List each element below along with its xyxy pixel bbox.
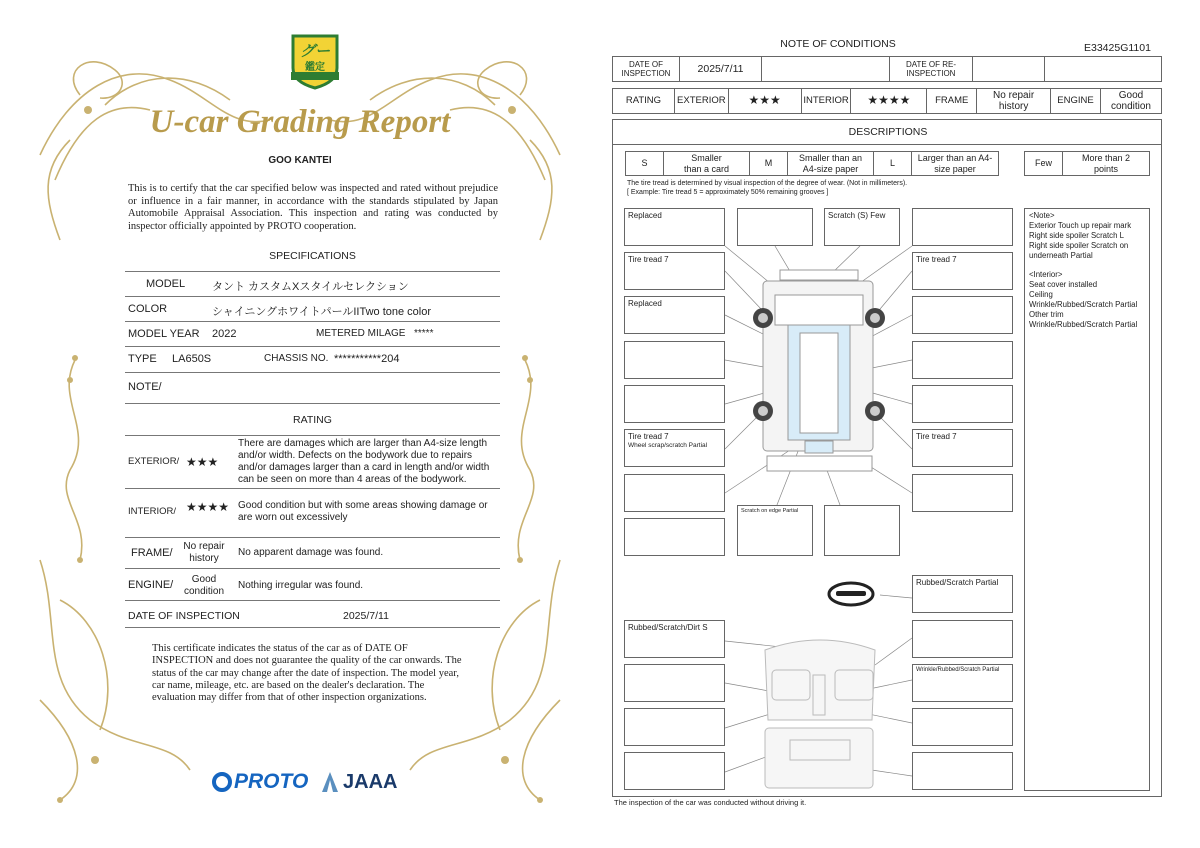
mileage-value: *****	[414, 328, 434, 339]
frame-value-right: No repair history	[977, 89, 1051, 113]
legend-key-few: Few	[1025, 152, 1063, 175]
legend-key-l: L	[874, 152, 912, 175]
box-int-right-3	[912, 752, 1013, 790]
rating-heading: RATING	[293, 414, 332, 426]
inspection-date-label: DATE OF INSPECTION	[128, 610, 240, 622]
steering-wheel-icon	[829, 583, 873, 605]
exterior-label-right: EXTERIOR	[675, 89, 729, 113]
box-rear-center	[824, 505, 900, 556]
legend-text-m: Smaller than an A4-size paper	[788, 152, 874, 175]
certification-intro: This is to certify that the car specified below was inspected and rated without prejudice or influence in a fair manner, in accordance with the standards stipulated by Japan Automobile Appraisal Association. This inspection and rating was conducted by inspector officially appointed by PROTO cooperation.	[128, 183, 498, 232]
box-right-4	[912, 474, 1013, 512]
jaaa-logo-text: JAAA	[343, 770, 398, 793]
box-int-left-1	[624, 664, 725, 702]
badge-main-text: グー	[299, 43, 330, 60]
color-label: COLOR	[128, 303, 168, 315]
date-of-inspection-label: DATE OF INSPECTION	[613, 57, 680, 81]
goo-kantei-badge	[287, 32, 343, 90]
engine-label-right: ENGINE	[1051, 89, 1101, 113]
tire-rear-left-text: Tire tread 7	[628, 432, 669, 441]
jaaa-logo-icon	[320, 770, 340, 794]
interior-description: Good condition but with some areas showing damage or are worn out excessively	[238, 500, 488, 523]
badge-sub-text: 鑑定	[305, 62, 325, 73]
model-value: タント カスタムXスタイルセレクション	[212, 281, 409, 293]
mileage-label: METERED MILAGE	[316, 328, 406, 339]
engine-value: Good condition	[183, 574, 225, 597]
conditions-title: NOTE OF CONDITIONS	[780, 38, 896, 50]
model-label: MODEL	[146, 278, 186, 290]
box-scratch-few: Scratch (S) Few	[824, 208, 900, 246]
report-subtitle: GOO KANTEI	[268, 155, 332, 166]
certificate-disclaimer: This certificate indicates the status of the car as of DATE OF INSPECTION and does not guarantee the quality of the car onwards. The status of the car may change after the date of inspection. The model year, car name, mileage, etc. are based on the dealer's declaration. The evaluation may differ from that of other inspection organizations.	[152, 643, 462, 704]
interior-stars-right: ★★★★	[851, 89, 927, 113]
legend-key-m: M	[750, 152, 788, 175]
box-right-1	[912, 296, 1013, 334]
exterior-label: EXTERIOR/	[128, 456, 180, 467]
legend-key-s: S	[626, 152, 664, 175]
chassis-label: CHASSIS NO.	[264, 353, 329, 364]
engine-label: ENGINE/	[128, 579, 174, 591]
box-left-5	[624, 518, 725, 556]
proto-logo	[212, 770, 308, 794]
color-value: シャイニングホワイトパールIITwo tone color	[212, 306, 431, 318]
frame-description: No apparent damage was found.	[238, 547, 384, 558]
rating-label: RATING	[613, 89, 675, 113]
box-int-left-2	[624, 708, 725, 746]
conditions-footer: The inspection of the car was conducted without driving it.	[614, 798, 807, 807]
type-value: LA650S	[172, 353, 212, 365]
tire-note-2: [ Example: Tire tread 5 = approximately 50% remaining grooves ]	[627, 189, 829, 196]
box-tire-front-left: Tire tread 7	[624, 252, 725, 290]
tire-note-1: The tire tread is determined by visual inspection of the degree of wear. (Not in millimeters).	[627, 180, 908, 187]
date-of-inspection-value: 2025/7/11	[680, 57, 762, 81]
engine-value-right: Good condition	[1110, 89, 1151, 112]
box-scratch-edge: Scratch on edge Partial	[737, 505, 813, 556]
exterior-stars: ★★★	[186, 455, 219, 469]
exterior-description: There are damages which are larger than A4-size length and/or width. Defects on the bodywork due to repairs and/or damages larger than a card in length and/or width can be seen on more than 4 areas of the bodywork.	[238, 438, 490, 485]
proto-logo-text: PROTO	[234, 770, 309, 793]
tire-rear-left-extra: Wheel scrap/scratch Partial	[628, 442, 708, 450]
box-left-2	[624, 341, 725, 379]
frame-value: No repair history	[183, 541, 225, 564]
box-replaced-side: Replaced	[624, 296, 725, 334]
legend-text-few: More than 2 points	[1081, 153, 1131, 174]
box-front-center-left	[737, 208, 813, 246]
box-tire-front-right: Tire tread 7	[912, 252, 1013, 290]
jaaa-logo	[320, 770, 397, 794]
inspection-date-value: 2025/7/11	[343, 610, 389, 622]
report-title: U-car Grading Report	[149, 104, 451, 140]
engine-description: Nothing irregular was found.	[238, 580, 364, 591]
descriptions-heading: DESCRIPTIONS	[848, 126, 928, 138]
box-right-2	[912, 341, 1013, 379]
legend-text-s: Smaller than a card	[664, 152, 750, 175]
proto-logo-icon	[212, 772, 232, 792]
box-int-right-1	[912, 620, 1013, 658]
box-right-3	[912, 385, 1013, 423]
interior-stars: ★★★★	[186, 500, 230, 514]
model-year-value: 2022	[212, 328, 237, 340]
frame-label-right: FRAME	[927, 89, 977, 113]
legend-text-l: Larger than an A4-size paper	[917, 153, 993, 174]
note-of-conditions	[600, 0, 1200, 848]
box-seat-right: Wrinkle/Rubbed/Scratch Partial	[912, 664, 1013, 702]
note-label: NOTE/	[128, 381, 162, 393]
model-year-label: MODEL YEAR	[128, 328, 200, 340]
reinspection-label: DATE OF RE-INSPECTION	[890, 57, 973, 81]
specifications-heading: SPECIFICATIONS	[269, 250, 356, 262]
box-front-right	[912, 208, 1013, 246]
box-int-right-2	[912, 708, 1013, 746]
box-steering: Rubbed/Scratch Partial	[912, 575, 1013, 613]
interior-label: INTERIOR/	[128, 506, 177, 517]
box-tire-rear-right: Tire tread 7	[912, 429, 1013, 467]
exterior-stars-right: ★★★	[729, 89, 802, 113]
box-left-4	[624, 474, 725, 512]
chassis-value: ***********204	[334, 353, 400, 365]
box-tire-rear-left	[624, 429, 725, 467]
box-dash: Rubbed/Scratch/Dirt S	[624, 620, 725, 658]
box-int-left-3	[624, 752, 725, 790]
inspection-id: E33425G1101	[1084, 42, 1151, 54]
frame-label: FRAME/	[131, 547, 173, 559]
type-label: TYPE	[128, 353, 157, 365]
interior-label-right: INTERIOR	[802, 89, 852, 113]
box-left-3	[624, 385, 725, 423]
box-replaced-front: Replaced	[624, 208, 725, 246]
notes-box: <Note> Exterior Touch up repair mark Right side spoiler Scratch L Right side spoiler Scratch on underneath Partial <Interior> Seat cover installed Ceiling Wrinkle/Rubbed/Scratch Partial Other trim Wrinkle/Rubbed/Scratch Partial	[1024, 208, 1150, 791]
